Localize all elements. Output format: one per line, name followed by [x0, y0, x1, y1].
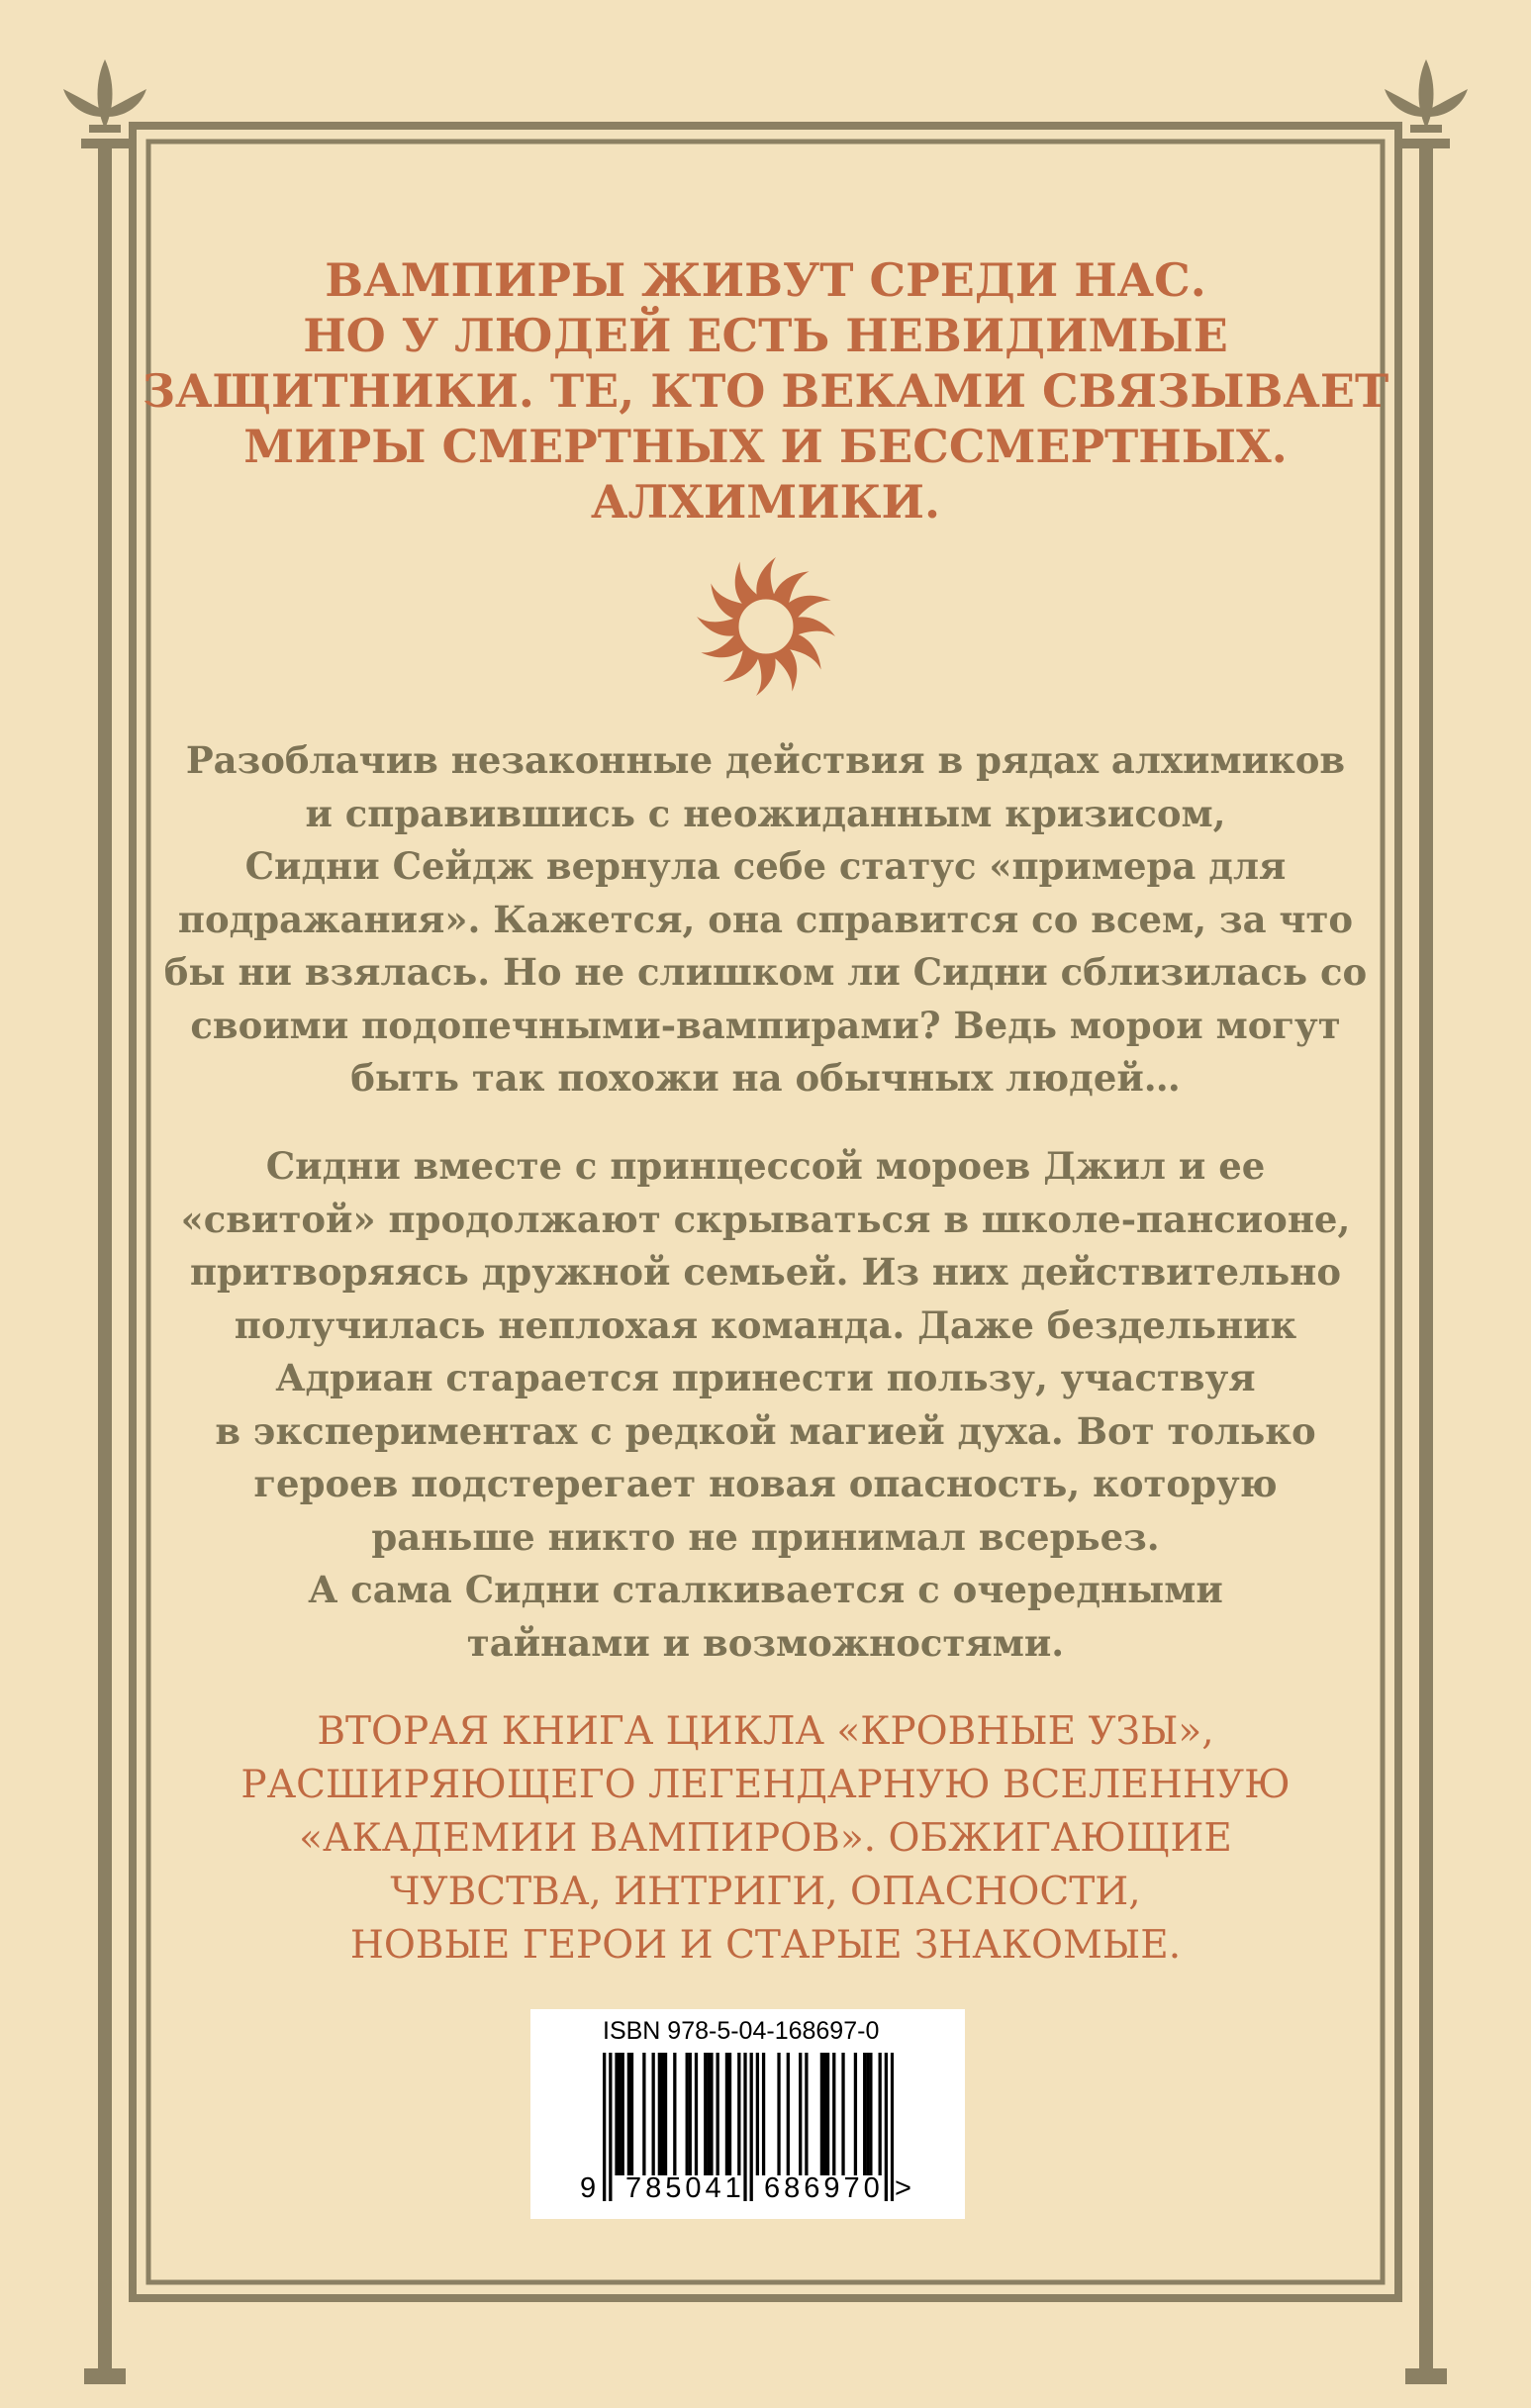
paragraph-line: получилась неплохая команда. Даже бездельник	[234, 1302, 1297, 1347]
paragraph-line: героев подстерегает новая опасность, которую	[253, 1462, 1278, 1505]
paragraph-line: бы ни взялась. Но не слишком ли Сидни сблизилась со	[163, 950, 1368, 994]
paragraph-line: тайнами и возможностями.	[466, 1620, 1065, 1665]
isbn-barcode	[530, 2009, 965, 2219]
description-paragraph	[0, 734, 1531, 1106]
headline-line: ЗАЩИТНИКИ. ТЕ, КТО ВЕКАМИ СВЯЗЫВАЕТ	[142, 364, 1389, 418]
series-tagline	[0, 1705, 1531, 1973]
barcode-digits-left: 785041	[625, 2172, 745, 2204]
paragraph-line: раньше никто не принимал всерьез.	[371, 1514, 1160, 1559]
paragraph-line: А сама Сидни сталкивается с очередными	[308, 1568, 1223, 1611]
paragraph-line: в экспериментах с редкой магией духа. Вот только	[215, 1408, 1316, 1453]
paragraph-line: и справившись с неожиданным кризисом,	[305, 791, 1226, 835]
headline-line: МИРЫ СМЕРТНЫХ И БЕССМЕРТНЫХ.	[243, 420, 1288, 473]
cover-headline	[0, 252, 1531, 530]
paragraph-line: Адриан старается принести пользу, участвуя	[275, 1356, 1256, 1399]
description-paragraph	[0, 1140, 1531, 1670]
barcode-digits-right: 686970	[764, 2172, 884, 2204]
tagline-line: ЧУВСТВА, ИНТРИГИ, ОПАСНОСТИ,	[390, 1870, 1141, 1914]
tagline-line: НОВЫЕ ГЕРОИ И СТАРЫЕ ЗНАКОМЫЕ.	[349, 1923, 1182, 1968]
paragraph-line: Сидни вместе с принцессой мороев Джил и ее	[265, 1144, 1266, 1188]
paragraph-line: своими подопечными-вампирами? Ведь морои могут	[190, 1003, 1341, 1047]
paragraph-line: быть так похожи на обычных людей…	[350, 1056, 1181, 1100]
paragraph-line: подражания». Кажется, она справится со всем, за что	[177, 897, 1354, 941]
headline-line: АЛХИМИКИ.	[591, 475, 940, 529]
tagline-line: «АКАДЕМИИ ВАМПИРОВ». ОБЖИГАЮЩИЕ	[299, 1816, 1232, 1861]
tagline-line: РАСШИРЯЮЩЕГО ЛЕГЕНДАРНУЮ ВСЕЛЕННУЮ	[240, 1763, 1291, 1807]
headline-line: НО У ЛЮДЕЙ ЕСТЬ НЕВИДИМЫЕ	[303, 309, 1228, 362]
barcode-end-marker: >	[895, 2172, 911, 2204]
paragraph-line: «свитой» продолжают скрываться в школе-пансионе,	[180, 1197, 1351, 1241]
tagline-line: ВТОРАЯ КНИГА ЦИКЛА «КРОВНЫЕ УЗЫ»,	[317, 1709, 1214, 1754]
paragraph-line: притворяясь дружной семьей. Из них действительно	[189, 1250, 1342, 1294]
paragraph-line: Сидни Сейдж вернула себе статус «примера для	[244, 844, 1287, 888]
isbn-label: ISBN 978-5-04-168697-0	[603, 2017, 880, 2045]
sun-emblem-icon	[677, 552, 855, 701]
barcode-digit-first: 9	[580, 2172, 597, 2204]
headline-line: ВАМПИРЫ ЖИВУТ СРЕДИ НАС.	[325, 253, 1206, 307]
paragraph-line: Разоблачив незаконные действия в рядах алхимиков	[185, 738, 1346, 782]
